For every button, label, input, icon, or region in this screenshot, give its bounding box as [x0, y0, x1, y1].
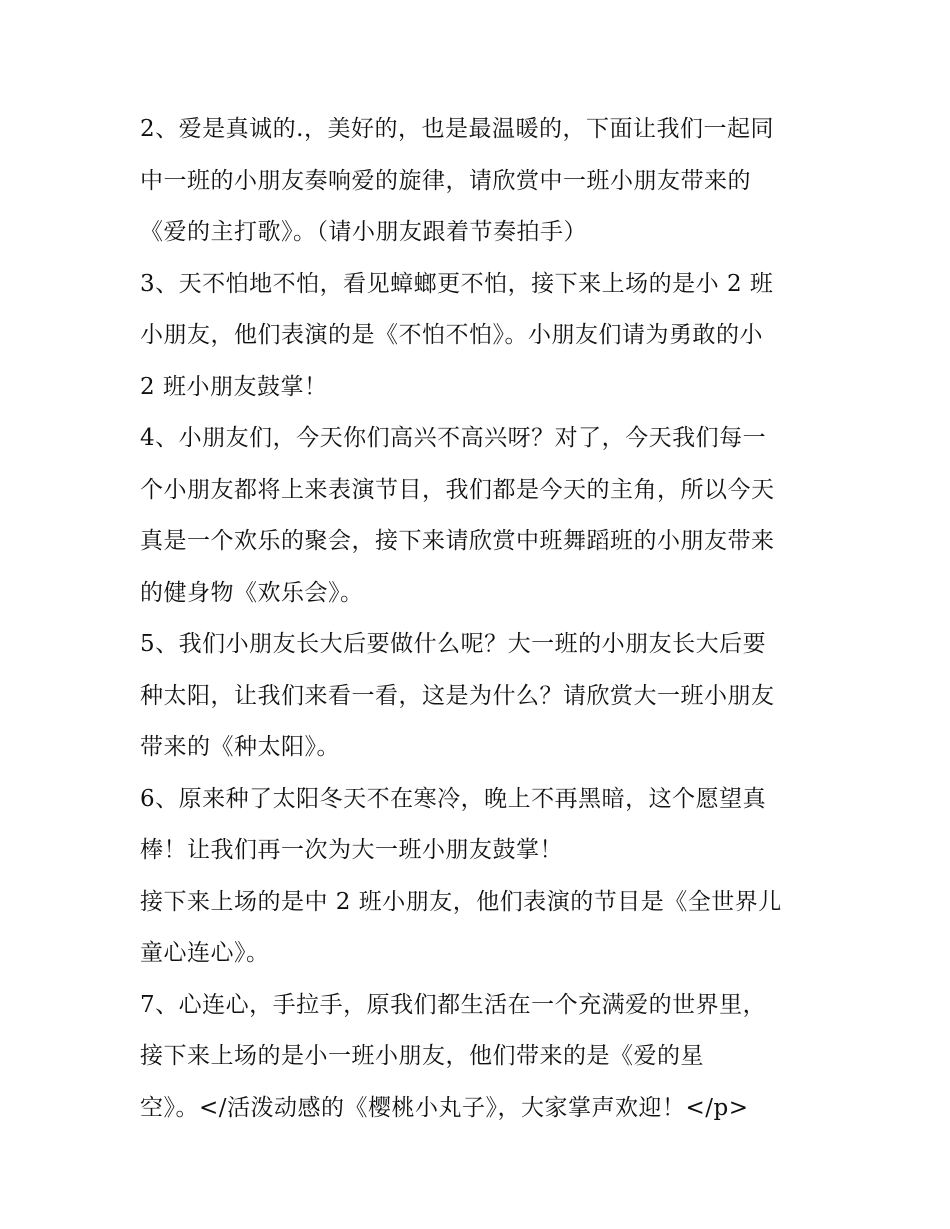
text-line: 3、天不怕地不怕，看见蟑螂更不怕，接下来上场的是小 2 班	[140, 270, 774, 297]
text-line: 7、心连心，手拉手，原我们都生活在一个充满爱的世界里，	[140, 991, 767, 1018]
text-line: 5、我们小朋友长大后要做什么呢？大一班的小朋友长大后要	[140, 631, 767, 657]
document-body	[140, 104, 820, 1134]
text-line: 个小朋友都将上来表演节目，我们都是今天的主角，所以今天	[140, 476, 775, 503]
text-line: 小朋友，他们表演的是《不怕不怕》。小朋友们请为勇敢的小	[140, 322, 763, 348]
text-line: 6、原来种了太阳冬天不在寒冷，晚上不再黑暗，这个愿望真	[140, 785, 767, 812]
text-line: 中一班的小朋友奏响爱的旋律，请欣赏中一班小朋友带来的	[140, 167, 751, 194]
text-line: 接下来上场的是小一班小朋友，他们带来的是《爱的星	[140, 1043, 704, 1069]
text-line: 2 班小朋友鼓掌！	[140, 373, 328, 400]
text-line: 4、小朋友们，今天你们高兴不高兴呀？对了，今天我们每一	[140, 425, 767, 451]
text-line: 的健身物《欢乐会》。	[140, 579, 364, 606]
text-line: 空》。</活泼动感的《樱桃小丸子》，大家掌声欢迎！</p>	[140, 1094, 749, 1121]
text-line: 种太阳，让我们来看一看，这是为什么？请欣赏大一班小朋友	[140, 682, 775, 709]
text-line: 《爱的主打歌》。（请小朋友跟着节奏拍手）	[140, 219, 587, 245]
text-line: 2、爱是真诚的.，美好的，也是最温暖的，下面让我们一起同	[140, 116, 774, 142]
text-line: 童心连心》。	[140, 940, 270, 966]
text-line: 接下来上场的是中 2 班小朋友，他们表演的节目是《全世界儿	[140, 888, 782, 915]
text-line: 带来的《种太阳》。	[140, 734, 340, 760]
text-line: 真是一个欢乐的聚会，接下来请欣赏中班舞蹈班的小朋友带来	[140, 528, 775, 554]
text-line: 棒！让我们再一次为大一班小朋友鼓掌！	[140, 837, 563, 863]
